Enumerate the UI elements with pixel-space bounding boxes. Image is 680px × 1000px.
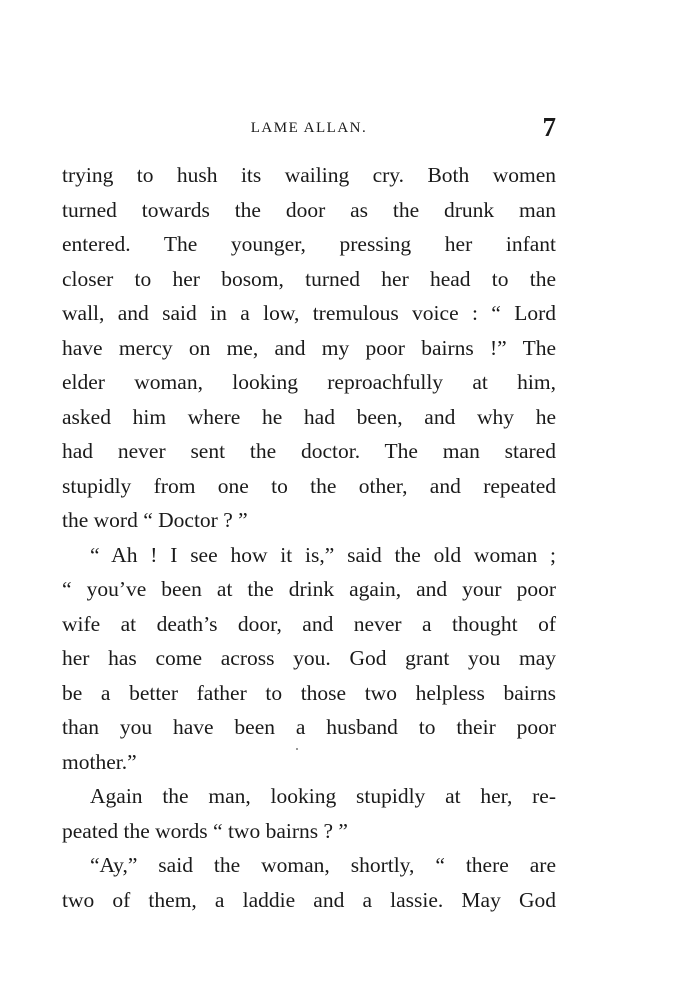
text-line: “Ay,” said the woman, shortly, “ there are: [90, 853, 556, 877]
running-title: LAME ALLAN.: [250, 120, 368, 136]
text-line: Again the man, looking stupidly at her, re-: [90, 784, 556, 808]
text-line: closer to her bosom, turned her head to the: [62, 266, 556, 291]
text-line: “ Ah ! I see how it is,” said the old woman ;: [90, 542, 556, 567]
body-text: [62, 158, 556, 917]
text-line: wall, and said in a low, tremulous voice : “ Lord: [62, 301, 556, 325]
text-line: turned towards the door as the drunk man: [62, 197, 556, 222]
text-line: than you have been a husband to their poor: [62, 715, 556, 739]
text-line: two of them, a laddie and a lassie. May God: [62, 887, 556, 912]
text-line: mother.”: [62, 749, 137, 774]
page-header: [62, 112, 556, 142]
text-line: peated the words “ two bairns ? ”: [62, 818, 348, 843]
text-line: wife at death’s door, and never a thought of: [62, 611, 556, 636]
text-line: her has come across you. God grant you may: [62, 646, 556, 670]
text-line: entered. The younger, pressing her infant: [62, 232, 556, 256]
text-line: asked him where he had been, and why he: [62, 404, 556, 429]
text-line: elder woman, looking reproachfully at him,: [62, 370, 556, 394]
text-line: the word “ Doctor ? ”: [62, 508, 248, 532]
text-line: “ you’ve been at the drink again, and your poor: [62, 577, 556, 601]
text-line: have mercy on me, and my poor bairns !” The: [62, 335, 556, 360]
text-line: trying to hush its wailing cry. Both women: [62, 163, 556, 187]
text-line: be a better father to those two helpless bairns: [62, 680, 556, 705]
ink-speck: [296, 748, 298, 750]
page-number: 7: [542, 112, 556, 142]
text-line: had never sent the doctor. The man stared: [62, 439, 556, 463]
text-line: stupidly from one to the other, and repeated: [62, 473, 556, 498]
